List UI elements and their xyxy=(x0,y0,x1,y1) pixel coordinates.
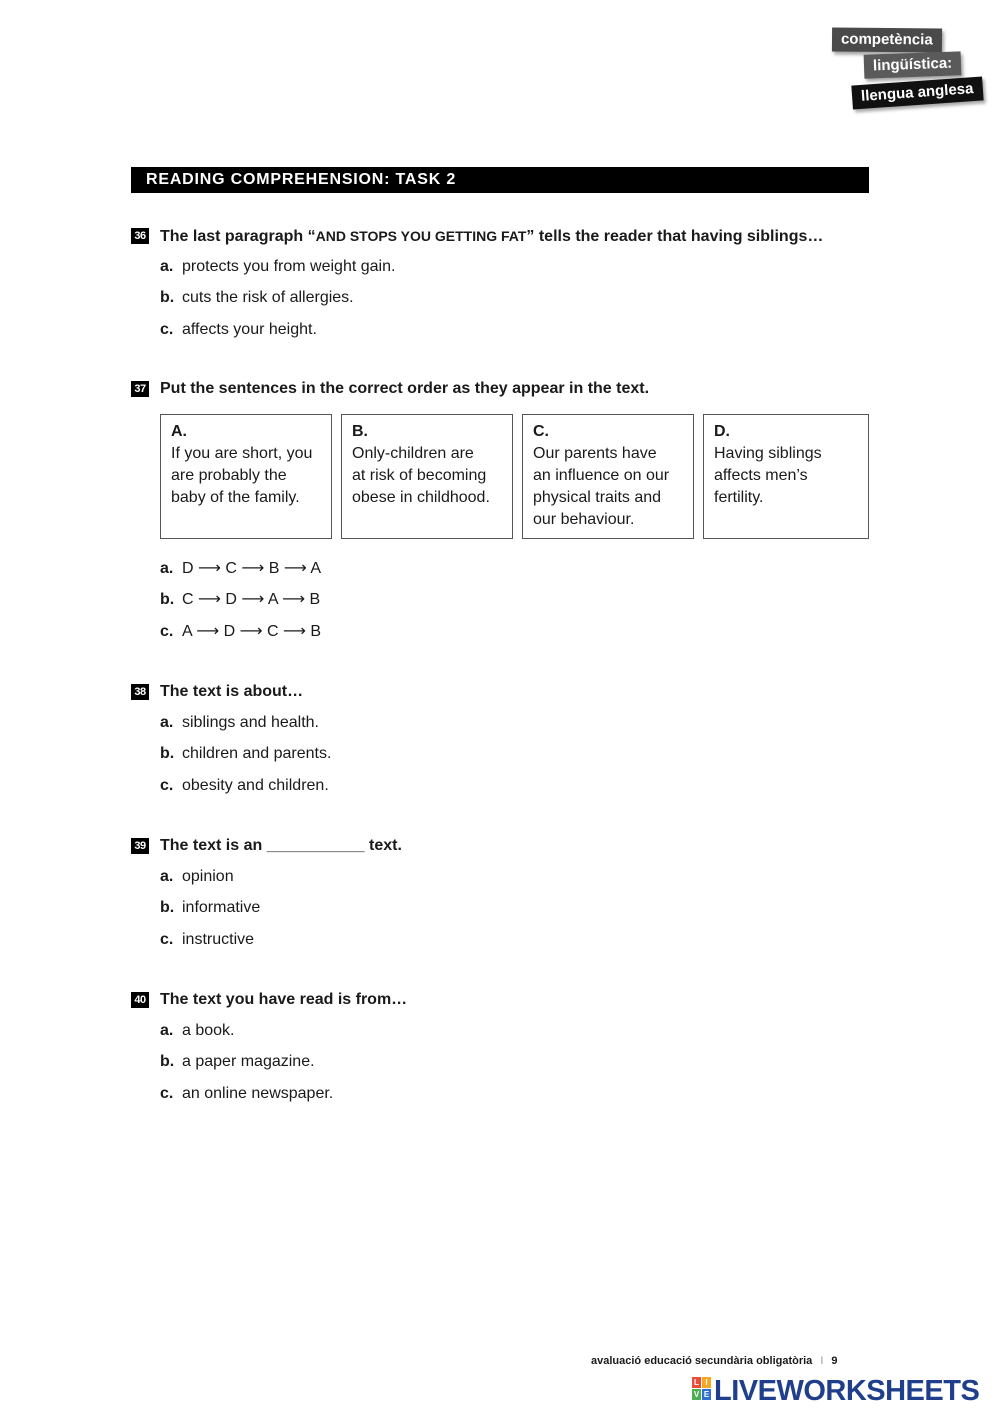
option-letter: c. xyxy=(160,320,174,338)
question-number: 39 xyxy=(131,838,149,854)
sentence-box-c xyxy=(522,414,694,539)
option-text: C ⟶ D ⟶ A ⟶ B xyxy=(182,591,321,609)
option-letter: c. xyxy=(160,1084,174,1102)
box-line: baby of the family. xyxy=(171,489,300,506)
option-text: cuts the risk of allergies. xyxy=(182,289,354,307)
grid-cell: I xyxy=(702,1377,711,1388)
question-text xyxy=(160,225,823,248)
grid-cell: E xyxy=(703,1390,710,1399)
question-number: 40 xyxy=(131,992,149,1008)
option-letter: c. xyxy=(160,930,174,948)
question-text-pre: The last paragraph “ xyxy=(160,228,316,245)
box-line: at risk of becoming xyxy=(352,467,487,484)
option-letter: a. xyxy=(160,868,174,885)
box-line: Our parents have xyxy=(533,445,657,462)
box-line: are probably the xyxy=(171,467,287,484)
answer-option-b[interactable] xyxy=(131,287,871,318)
option-text: children and parents. xyxy=(182,745,332,763)
question-38 xyxy=(131,681,871,806)
question-number: 38 xyxy=(131,684,149,700)
option-text: affects your height. xyxy=(182,320,317,338)
box-line: Having siblings xyxy=(714,445,822,462)
option-letter: b. xyxy=(160,289,175,307)
box-label: C. xyxy=(533,423,549,440)
answer-option-a[interactable] xyxy=(131,712,871,743)
grid-cell: L xyxy=(692,1377,701,1388)
question-text-post: ” tells the reader that having siblings… xyxy=(526,228,824,245)
question-text: Put the sentences in the correct order as they appear in the text. xyxy=(160,380,650,397)
option-letter: b. xyxy=(160,591,175,609)
question-text: The text is an ___________ text. xyxy=(160,837,402,854)
liveworksheets-grid-icon xyxy=(692,1377,712,1401)
option-letter: b. xyxy=(160,745,175,763)
subject-tag-competencia: competència xyxy=(832,28,942,53)
section-title: READING COMPREHENSION: TASK 2 xyxy=(131,167,869,193)
sentence-box-d xyxy=(703,414,869,539)
liveworksheets-wordmark: LIVEWORKSHEETS xyxy=(714,1375,980,1407)
sentence-box-a xyxy=(160,414,332,539)
box-line: an influence on our xyxy=(533,467,670,484)
box-line: obese in childhood. xyxy=(352,489,490,506)
footer-separator: I xyxy=(820,1355,824,1367)
box-line: Only-children are xyxy=(352,445,474,462)
question-40 xyxy=(131,989,871,1114)
box-line: our behaviour. xyxy=(533,511,635,528)
box-label: D. xyxy=(714,423,730,440)
sentence-box-b xyxy=(341,414,513,539)
option-text: an online newspaper. xyxy=(182,1084,334,1102)
footer-label: avaluació educació secundària obligatòria xyxy=(591,1355,813,1367)
answer-option-c[interactable] xyxy=(131,775,871,806)
option-text: informative xyxy=(182,899,261,917)
question-number: 36 xyxy=(131,228,149,244)
question-text-caps: AND STOPS YOU GETTING FAT xyxy=(315,228,527,244)
question-37 xyxy=(131,378,871,652)
answer-option-c[interactable] xyxy=(131,929,871,960)
answer-option-b[interactable] xyxy=(131,1051,871,1082)
sentence-boxes xyxy=(131,414,871,539)
option-letter: b. xyxy=(160,899,175,917)
grid-cell: V xyxy=(693,1390,700,1399)
answer-option-c[interactable] xyxy=(131,621,871,652)
answer-option-a[interactable] xyxy=(131,256,871,287)
question-39 xyxy=(131,835,871,960)
option-letter: a. xyxy=(160,560,174,577)
box-line: affects men’s xyxy=(714,467,808,484)
answer-option-a[interactable] xyxy=(131,1020,871,1051)
option-letter: a. xyxy=(160,258,174,275)
option-text: opinion xyxy=(182,868,234,885)
answer-option-c[interactable] xyxy=(131,1083,871,1114)
option-letter: c. xyxy=(160,622,174,640)
page-number: 9 xyxy=(831,1355,838,1367)
question-text: The text is about… xyxy=(160,683,304,700)
option-letter: b. xyxy=(160,1053,175,1071)
answer-option-b[interactable] xyxy=(131,589,871,620)
answer-option-a[interactable] xyxy=(131,866,871,897)
box-line: If you are short, you xyxy=(171,445,313,462)
option-text: a book. xyxy=(182,1022,235,1039)
answer-option-b[interactable] xyxy=(131,743,871,774)
option-text: instructive xyxy=(182,930,255,948)
page-footer xyxy=(591,1355,838,1367)
option-text: protects you from weight gain. xyxy=(182,258,396,275)
subject-tag-linguistica: lingüística: xyxy=(864,51,962,78)
option-text: a paper magazine. xyxy=(182,1053,315,1071)
answer-option-b[interactable] xyxy=(131,897,871,928)
box-label: B. xyxy=(352,423,368,440)
option-letter: a. xyxy=(160,1022,174,1039)
question-36 xyxy=(131,225,871,350)
option-text: A ⟶ D ⟶ C ⟶ B xyxy=(182,622,322,640)
answer-option-c[interactable] xyxy=(131,319,871,350)
question-number: 37 xyxy=(131,381,149,397)
box-label: A. xyxy=(171,423,187,440)
option-text: siblings and health. xyxy=(182,714,319,731)
option-letter: a. xyxy=(160,714,174,731)
option-text: D ⟶ C ⟶ B ⟶ A xyxy=(182,560,322,577)
subject-tag-llengua-anglesa: llengua anglesa xyxy=(851,76,983,109)
option-letter: c. xyxy=(160,776,174,794)
box-line: fertility. xyxy=(714,489,764,506)
box-line: physical traits and xyxy=(533,489,662,506)
answer-option-a[interactable] xyxy=(131,558,871,589)
option-text: obesity and children. xyxy=(182,776,329,794)
question-text: The text you have read is from… xyxy=(160,991,408,1008)
